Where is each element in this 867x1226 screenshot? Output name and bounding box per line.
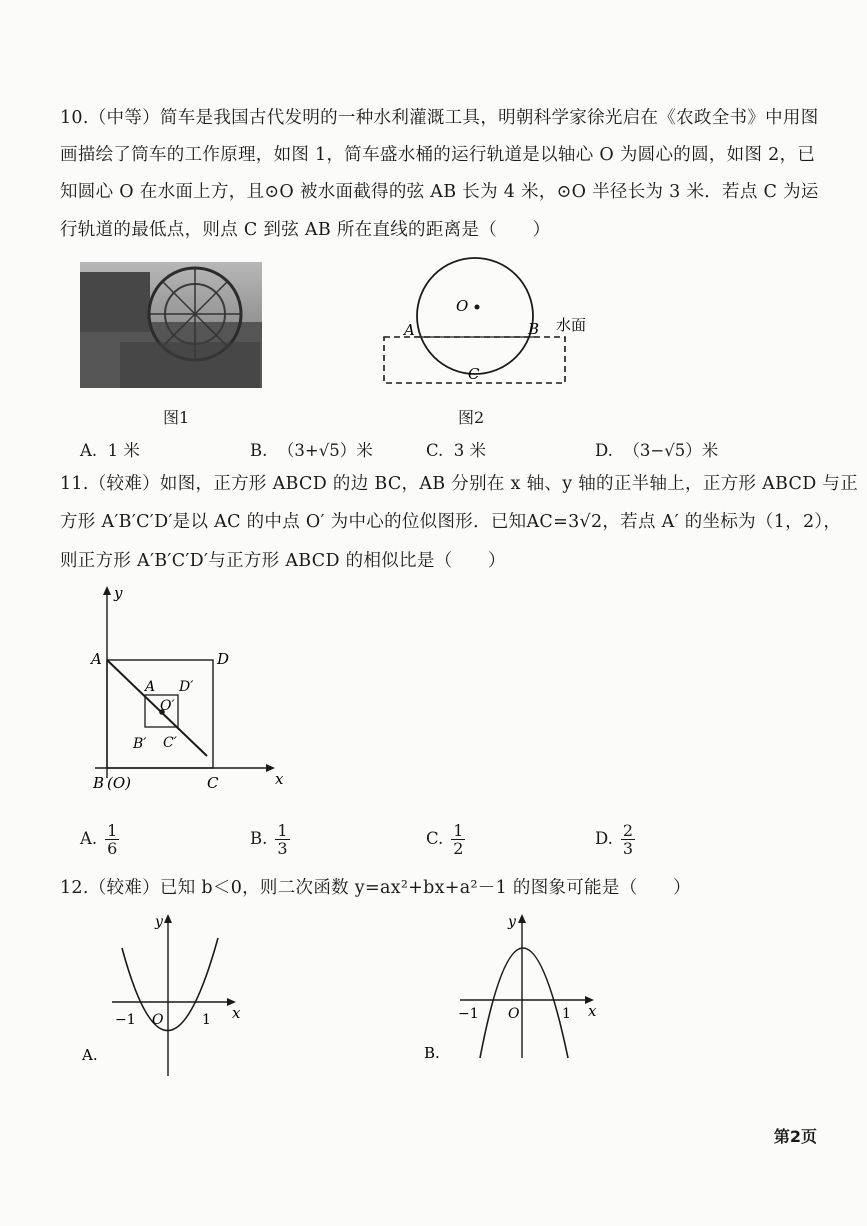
q10-line-2: 画描绘了筒车的工作原理，如图 1，简车盛水桶的运行轨道是以轴心 O 为圆心的圆，如图 2，已	[60, 145, 816, 165]
label-d: D	[217, 650, 230, 668]
q11-option-a	[80, 822, 119, 857]
fraction	[451, 822, 465, 857]
waterwheel-photo	[80, 262, 262, 388]
option-letter: D.	[595, 829, 613, 848]
q10-option-a	[80, 437, 140, 461]
option-text: （3+√5）米	[277, 441, 373, 460]
parabola-down	[480, 948, 568, 1058]
label-o: O	[456, 297, 469, 315]
numerator: 1	[277, 821, 288, 840]
q11-line-1: 11.（较难）如图，正方形 ABCD 的边 BC，AB 分别在 x 轴、y 轴的正半轴上，正方形 ABCD 与正	[60, 474, 859, 494]
label-water: 水面	[556, 316, 587, 334]
label-a: A	[404, 321, 415, 339]
center-point	[475, 305, 480, 310]
label-a-prime: A	[145, 679, 156, 695]
label-y: y	[155, 914, 163, 930]
page-number: 第2页	[773, 1127, 817, 1146]
denominator: 3	[277, 839, 288, 858]
label-b-prime: B′	[133, 736, 147, 752]
label-y: y	[114, 584, 123, 602]
q11-option-b	[250, 822, 290, 857]
label-x: x	[275, 770, 284, 788]
squares-figure	[85, 582, 300, 797]
option-letter: B.	[250, 441, 268, 460]
label-c: C	[468, 365, 480, 383]
numerator: 1	[453, 821, 464, 840]
numerator: 1	[107, 821, 118, 840]
label-c-prime: C′	[163, 735, 177, 751]
label-d-prime: D′	[179, 679, 194, 695]
orbit-circle	[417, 258, 533, 374]
label-x: x	[232, 1004, 241, 1022]
option-letter: A.	[80, 441, 98, 460]
x-axis-arrow	[266, 764, 275, 772]
label-c: C	[207, 774, 219, 792]
q10-option-c	[426, 437, 486, 461]
q10-line-3: 知圆心 O 在水面上方，且⊙O 被水面截得的弦 AB 长为 4 米，⊙O 半径长为 3 米．若点 C 为运	[60, 182, 819, 202]
label-one: 1	[562, 1006, 571, 1022]
graph-b	[420, 908, 620, 1080]
denominator: 6	[107, 839, 118, 858]
diagonal-ac	[107, 660, 207, 756]
figure-1-caption: 图1	[163, 408, 190, 427]
label-origin: O	[508, 1006, 520, 1022]
q10-option-d	[595, 437, 718, 461]
q11-option-c	[426, 822, 465, 857]
y-axis-arrow	[518, 914, 526, 923]
option-letter: C.	[426, 441, 444, 460]
option-letter: B.	[250, 829, 268, 848]
label-b: B	[93, 774, 105, 792]
label-origin: O	[152, 1012, 164, 1028]
q12-line: 12.（较难）已知 b＜0，则二次函数 y=ax²+bx+a²－1 的图象可能是（ ）	[60, 878, 691, 898]
option-letter: C.	[426, 829, 444, 848]
label-x: x	[588, 1002, 597, 1020]
figure-2-caption: 图2	[458, 408, 485, 427]
circle-figure	[370, 255, 630, 395]
fraction	[105, 822, 119, 857]
q11-line-3: 则正方形 A′B′C′D′与正方形 ABCD 的相似比是（ ）	[60, 551, 506, 571]
fraction	[275, 822, 289, 857]
q11-line-2: 方形 A′B′C′D′是以 AC 的中点 O′ 为中心的位似图形．已知AC=3√2，若点 A′ 的坐标为（1，2），	[60, 512, 842, 532]
option-text: 1 米	[107, 441, 140, 460]
label-o-prime: O′	[160, 698, 175, 714]
numerator: 2	[622, 821, 634, 840]
option-text: 3 米	[453, 441, 487, 460]
q11-option-d	[595, 822, 635, 857]
fraction	[621, 822, 635, 857]
q10-line-4: 行轨道的最低点，则点 C 到弦 AB 所在直线的距离是（ ）	[60, 220, 551, 240]
y-axis-arrow	[164, 914, 172, 923]
option-letter: A.	[80, 829, 98, 848]
option-text: （3−√5）米	[623, 441, 719, 460]
label-y: y	[508, 914, 516, 930]
denominator: 2	[453, 839, 464, 858]
label-neg-one: −1	[115, 1012, 136, 1028]
label-b: B	[528, 320, 540, 338]
denominator: 3	[622, 839, 634, 858]
q10-line-1: 10.（中等）简车是我国古代发明的一种水利灌溉工具，明朝科学家徐光启在《农政全书》中用图	[60, 108, 819, 128]
label-one: 1	[202, 1012, 211, 1028]
graph-a	[80, 908, 270, 1080]
q10-option-b	[250, 437, 373, 461]
option-letter: D.	[595, 441, 613, 460]
label-neg-one: −1	[458, 1006, 479, 1022]
y-axis-arrow	[103, 586, 111, 595]
label-origin: (O)	[107, 774, 132, 792]
option-letter-a: A.	[82, 1046, 98, 1064]
label-a: A	[91, 650, 102, 668]
option-letter-b: B.	[424, 1044, 440, 1062]
